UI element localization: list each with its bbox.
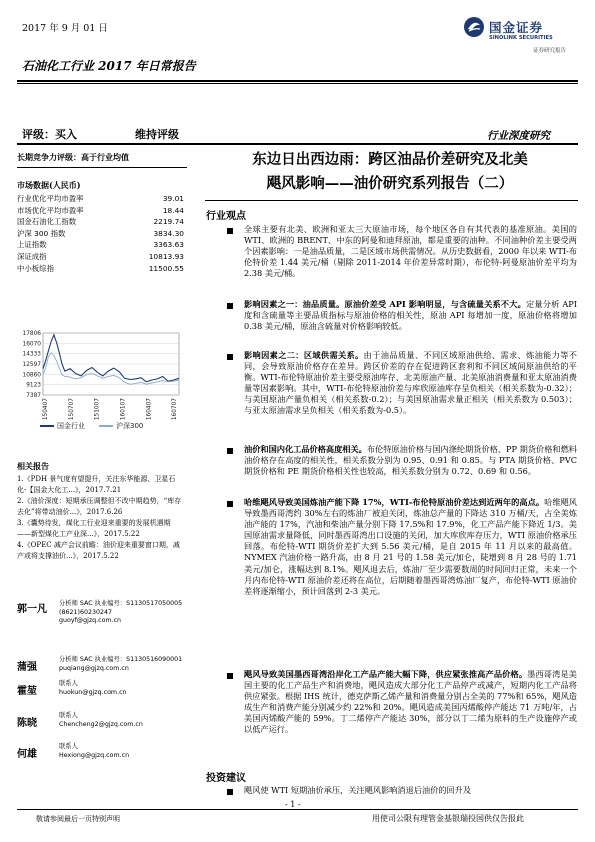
analyst-info: 联系人 huokun@gjzq.com.cn: [59, 680, 127, 696]
market-row: 深证成指 10813.93: [17, 251, 184, 261]
market-row: 国金石油化工指数 2219.74: [17, 217, 184, 227]
analyst-info: 联系人 Chencheng2@gjzq.com.cn: [59, 712, 143, 728]
x-tick-label: 151007: [94, 398, 101, 421]
rating-status: 维持评级: [135, 128, 179, 141]
bullet-marker: [227, 501, 233, 507]
market-data-title: 市场数据(人民币): [17, 180, 81, 190]
legend-label: 沪深300: [116, 422, 144, 430]
bullet-marker: [227, 228, 233, 234]
y-tick-label: 10860: [22, 372, 41, 379]
market-row: 中小板综指 11500.55: [17, 263, 184, 273]
bullet-marker: [227, 303, 233, 309]
rating-label: 评级：: [22, 128, 55, 141]
analyst-card: [17, 632, 187, 673]
bullet-marker: [227, 789, 233, 795]
logo-cn-text: 国金证券: [489, 20, 544, 35]
analyst-name: 陈晓: [17, 718, 37, 729]
paragraph: 影响因素之二：区域供需关系。由于油品质量、不同区域原油供给、需求、炼油能力等不同，会导致原油价格存在差异。跨区价差的存在促进跨区套利和不同区域间原油供给的平衡。WTI-布伦特原油价差主要受原油库存、北美原油产量、北美原油消费量和亚太原油消费量等因素影响。其中，WTI-布伦特原油价差与库欣原油库存呈负相关（相关系数为-0.32）；与美国原油产量负相关（相关系数-0.2）；与美国原油需求量正相关（相关系数为 0.503）；与亚太原油需求呈负相关（相关系数为-0.5）。: [244, 350, 577, 416]
rating-value: 买入: [55, 128, 77, 141]
main-title: 东边日出西边雨：跨区油品价差研究及北美 飓风影响——油价研究系列报告（二）: [252, 151, 528, 192]
bullet-marker: [227, 673, 233, 679]
logo-emblem-icon: [463, 16, 485, 38]
legend-item: [40, 421, 85, 431]
header-divider-thin: [17, 83, 578, 84]
y-tick-label: 12597: [22, 361, 41, 368]
related-report-item[interactable]: 3.《囊势待发，煤化工行业迎来重要的发展机遇期——新型煤化工产业深...》，2017.5.22: [17, 519, 171, 538]
y-tick-label: 7387: [26, 393, 41, 399]
sidebar-divider: [17, 167, 187, 168]
y-tick-label: 14333: [22, 351, 41, 358]
analyst-info: 分析师 SAC 执业编号：S1130517050005 (8621)60230247 guoyf@gjzq.com.cn: [59, 600, 183, 624]
section-invest-heading: 投资建议: [206, 773, 246, 784]
analyst-name: 霍堃: [17, 686, 37, 697]
analyst-name: 蒲强: [17, 662, 37, 673]
report-date: 2017 年 9 月 01 日: [22, 23, 108, 34]
footer-divider: [17, 809, 578, 810]
analyst-info: 联系人 Hexiong@gjzq.com.cn: [59, 743, 130, 759]
related-reports-title: 相关报告: [17, 461, 49, 471]
report-series-title: 石油化工行业 2017 年日常报告: [22, 59, 196, 73]
x-tick-label: 150707: [68, 398, 75, 421]
legend-label: 国金行业: [57, 422, 85, 430]
market-row: 沪深 300 指数 3834.30: [17, 228, 184, 238]
x-tick-label: 160707: [172, 398, 179, 421]
y-tick-label: 16070: [22, 341, 41, 348]
paragraph: 飓风使 WTI 短期油价承压，关注飓风影响消退后油价的回升及: [244, 785, 472, 795]
market-data-table: [17, 193, 184, 274]
title-divider: [205, 200, 578, 201]
related-report-item[interactable]: 4.《OPEC 减产会议前瞻：油价迎来重要窗口期，减产或将支撑油价...》，2017.5.22: [17, 541, 180, 560]
header-divider: [17, 80, 578, 82]
analyst-card: [17, 714, 187, 740]
paragraph: 油价和国内化工品价格高度相关。布伦特原油价格与国内涤纶期货价格、PP 期货价格和燃料油价格存在高度的相关性，相关系数分别为 0.95、0.91 和 0.85。与 PTA 期货价格、PVC 期货价格和 PE 期货价格相关性也较高，相关系数分别为 0.72、0.69 和 0.56。: [244, 444, 577, 477]
analyst-name: 郭一凡: [17, 604, 47, 615]
y-tick-label: 9123: [26, 382, 41, 389]
legend-swatch-csi300: [99, 425, 113, 427]
footer-disclaimer: 敬请参阅最后一页特别声明: [36, 815, 120, 823]
analyst-info: 分析师 SAC 执业编号：S1130516090001 puqiang@gjzq.com.cn: [59, 656, 183, 672]
analyst-card: [17, 682, 187, 708]
analyst-card: [17, 600, 187, 626]
analyst-name: 何雄: [17, 749, 37, 760]
logo-tagline: 证券研究报告: [533, 48, 567, 54]
index-comparison-chart: [17, 328, 182, 428]
related-reports-list: [17, 474, 184, 562]
legend-item: [99, 421, 143, 431]
bullet-marker: [227, 448, 233, 454]
report-type: 行业深度研究: [487, 130, 550, 142]
page-number: - 1 -: [285, 800, 301, 809]
chart-legend: [40, 421, 143, 431]
market-row: 上证指数 3363.63: [17, 240, 184, 250]
x-tick-label: 160407: [146, 398, 153, 421]
logo-en-text: SINOLINK SECURITIES: [489, 35, 553, 41]
analyst-card: [17, 745, 187, 771]
legend-swatch-industry: [40, 425, 54, 427]
y-tick-label: 17806: [22, 331, 41, 337]
footer-watermark: 用使司公限有理管金基银瑞投国供仅告报此: [372, 814, 524, 823]
market-row: 市场优化平均市盈率 18.44: [17, 205, 184, 215]
long-term-rating: 长期竞争力评级：高于行业均值: [17, 152, 129, 162]
market-row: 行业优化平均市盈率 39.01: [17, 194, 184, 203]
series-line-industry: [43, 335, 179, 382]
paragraph: 影响因素之一：油品质量。原油价差受 API 影响明显，与含硫量关系不大。定量分析 API 度和含硫量等主要品质指标与原油价格的相关性，原油 API 每增加一度，原油价格将增加 0.38 美元/桶，原油含硫量对价格影响较低。: [244, 299, 577, 332]
related-report-item[interactable]: 2.《油价深度：短期承压调整但不改中期趋势，“库存去化”将带动油价...》，2017.6.26: [17, 497, 182, 516]
company-logo: [463, 16, 575, 58]
bullet-marker: [227, 354, 233, 360]
section-view-heading: 行业观点: [206, 211, 246, 222]
x-tick-label: 160107: [120, 398, 127, 421]
related-report-item[interactable]: 1.《PDH 景气度有望提升，关注东华能源、卫星石化-【国金大化工...》，2017.7.21: [17, 475, 176, 494]
rating-divider: [17, 143, 578, 145]
paragraph: 全球主要有北美、欧洲和亚太三大原油市场，每个地区各自有其代表的基准原油。美国的 WTI、欧洲的 BRENT、中东的阿曼和迪拜原油，都是重要的油种。不同油种价差主要受两个因素影响：一是油品质量，二是区域市场供需情况。从历史数据看，2000 年以来 WTI-布伦特价差 1.44 美元/桶（剔除 2011-2014 年价差异常时期），布伦特-阿曼原油价差平均为 2.38 美元/桶。: [244, 224, 577, 279]
paragraph: 哈维飓风导致美国炼油产能下降 17%，WTI-布伦特原油价差达到近两年的高点。哈维飓风导致墨西哥湾约 30%左右的炼油厂被迫关闭，炼油总产量的下降达 310 万桶/天，占全美炼油产能的 17%，汽油和柴油产量分别下降 17.5%和 17.9%，化工产品产能下降近 1/3。美国原油需求量降低，同时墨西哥湾出口设施的关闭，加大库欣库存压力，WTI 原油价格承压回落。布伦特-WTI 期货价差扩大到 5.56 美元/桶，是自 2015 年 11 月以来的最高值。NYMEX 汽油价格一路升高，由 8 月 21 号的 1.58 美元/加仑，陡增到 8 月 28 号的 1.71 美元/加仑，涨幅达到 8.1%。飓风退去后，炼油厂至少需要数周的时间回归正常，未来一个月内布伦特-WTI 原油价差还将在高位，后期随着墨西哥湾炼油厂复产，布伦特-WTI 原油价差将逐渐缩小，预计回落到 2-3 美元。: [244, 497, 577, 596]
paragraph: 飓风导致美国墨西哥湾沿岸化工产品产能大幅下降，供应紧张推高产品价格。墨西哥湾是美国主要的化工产品生产和消费地，飓风造成大部分化工产品停产或减产，短期内化工产品将供应紧张。根据 IHS 统计，德克萨斯乙烯产量和消费量分别占全美的 77%和 65%，飓风造成生产和消费产能分别减少约 22%和 20%。飓风造成美国丙烯酸停产能达 71 万吨/年，占美国丙烯酸产能的 59%。丁二烯停产产能达 30%，部分以丁二烯为原料的生产设施停产或以低产运行。: [244, 669, 577, 735]
x-tick-label: 150407: [43, 398, 49, 421]
